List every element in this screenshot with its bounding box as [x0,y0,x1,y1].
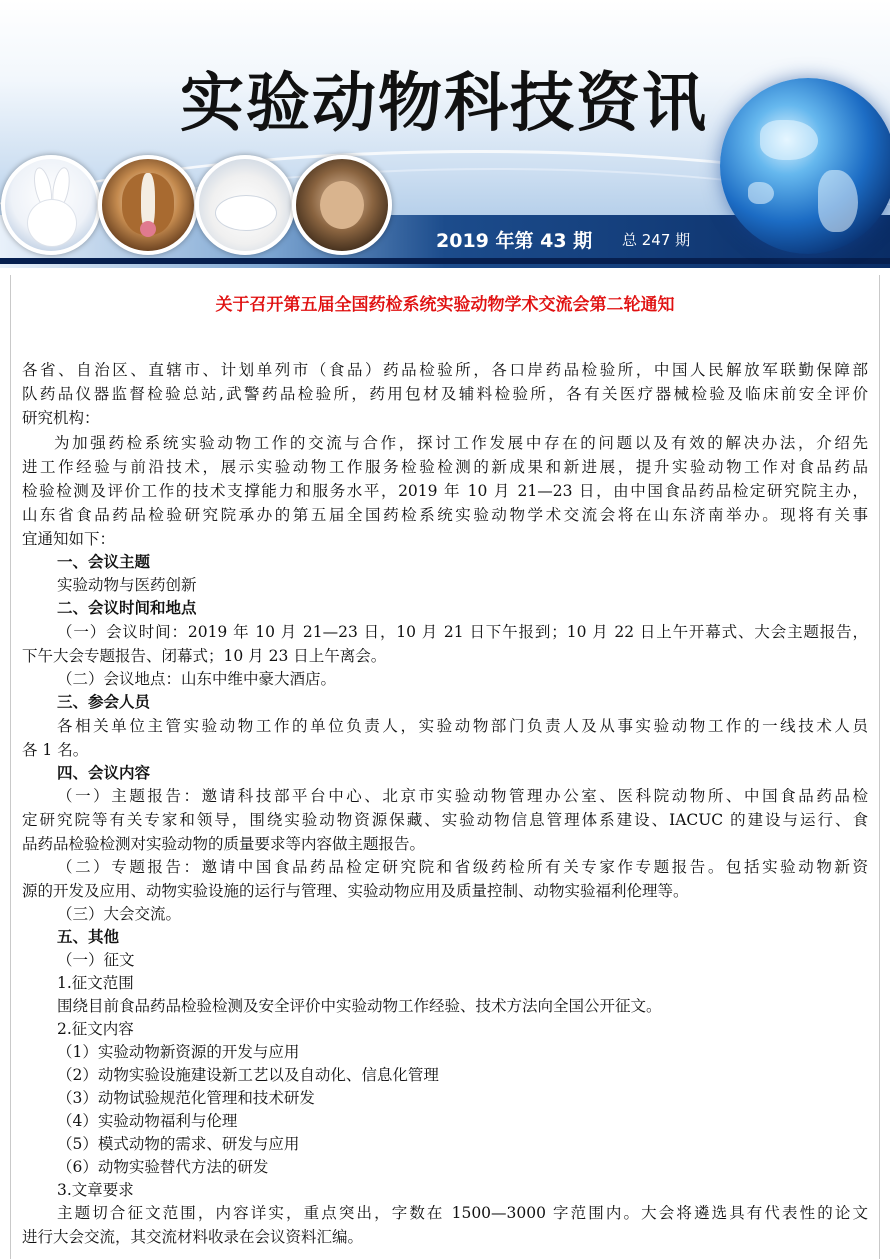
body-line: 进行大会交流，其交流材料收录在会议资料汇编。 [22,1228,364,1246]
mouse-photo [195,155,295,255]
list-item: （3）动物试验规范化管理和技术研发 [57,1089,315,1107]
list-item: （5）模式动物的需求、研发与应用 [57,1135,300,1153]
body-line: 实验动物与医药创新 [57,576,197,594]
body-line: 源的开发及应用、动物实验设施的运行与管理、实验动物应用及质量控制、动物实验福利伦理等。 [22,882,689,900]
masthead-banner [0,0,890,268]
list-item: （4）实验动物福利与伦理 [57,1112,238,1130]
body-line: 研究机构： [22,409,100,427]
body-line: 检验检测及评价工作的技术支撑能力和服务水平，2019 年 10 月 21—23 日，由中国食品药品检定研究院主办， [22,482,868,500]
globe-icon [720,78,890,254]
body-line: 定研究院等有关专家和领导，围绕实验动物资源保藏、实验动物信息管理体系建设、IACUC 的建设与运行、食 [22,811,868,829]
masthead-title: 实验动物科技资讯 [180,67,708,141]
body-line: 山东省食品药品检验研究院承办的第五届全国药检系统实验动物学术交流会将在山东济南举办。现将有关事 [22,506,868,524]
rabbit-photo [1,155,101,255]
section-heading: 三、参会人员 [57,693,151,711]
body-line: 宜通知如下： [22,530,116,548]
body-line: （三）大会交流。 [57,905,182,923]
total-issue-number: 总 247 期 [622,231,691,249]
section-heading: 一、会议主题 [57,553,151,571]
body-line: 为加强药检系统实验动物工作的交流与合作，探讨工作发展中存在的问题以及有效的解决办法，介绍先 [54,434,868,452]
body-line: （一）主题报告：邀请科技部平台中心、北京市实验动物管理办公室、医科院动物所、中国食品药品检 [57,787,868,805]
list-item: （1）实验动物新资源的开发与应用 [57,1043,300,1061]
beagle-photo [98,155,198,255]
list-item: （6）动物实验替代方法的研发 [57,1158,269,1176]
body-line: 2.征文内容 [57,1020,134,1038]
body-line: 各省、自治区、直辖市、计划单列市（食品）药品检验所，各口岸药品检验所，中国人民解放军联勤保障部 [22,361,868,379]
stripe-rule [0,258,890,264]
body-line: 下午大会专题报告、闭幕式；10 月 23 日上午离会。 [22,647,387,665]
body-line: 进工作经验与前沿技术，展示实验动物工作服务检验检测的新成果和新进展，提升实验动物工作对食品药品 [22,458,868,476]
list-item: （2）动物实验设施建设新工艺以及自动化、信息化管理 [57,1066,439,1084]
body-line: 各相关单位主管实验动物工作的单位负责人，实验动物部门负责人及从事实验动物工作的一线技术人员 [57,717,868,735]
body-line: （二）专题报告：邀请中国食品药品检定研究院和省级药检所有关专家作专题报告。包括实验动物新资 [57,858,868,876]
body-line: 主题切合征文范围，内容详实，重点突出，字数在 1500—3000 字范围内。大会将遴选具有代表性的论文 [57,1204,868,1222]
issue-number: 2019 年第 43 期 [436,230,593,252]
notice-title: 关于召开第五届全国药检系统实验动物学术交流会第二轮通知 [215,295,675,315]
body-line: 队药品仪器监督检验总站,武警药品检验所，药用包材及辅料检验所，各有关医疗器械检验及临床前安全评价 [22,385,868,403]
body-line: （一）会议时间：2019 年 10 月 21—23 日，10 月 21 日下午报到；10 月 22 日上午开幕式、大会主题报告， [57,623,868,641]
section-heading: 二、会议时间和地点 [57,599,197,617]
body-line: 各 1 名。 [22,741,89,759]
body-line: （一）征文 [57,951,135,969]
body-line: （二）会议地点：山东中维中豪大酒店。 [57,670,337,688]
section-heading: 四、会议内容 [57,764,151,782]
body-line: 1.征文范围 [57,974,134,992]
monkey-photo [292,155,392,255]
body-line: 品药品检验检测对实验动物的质量要求等内容做主题报告。 [22,835,426,853]
body-line: 围绕目前食品药品检验检测及安全评价中实验动物工作经验、技术方法向全国公开征文。 [57,997,662,1015]
section-heading: 五、其他 [57,928,120,946]
body-line: 3.文章要求 [57,1181,134,1199]
